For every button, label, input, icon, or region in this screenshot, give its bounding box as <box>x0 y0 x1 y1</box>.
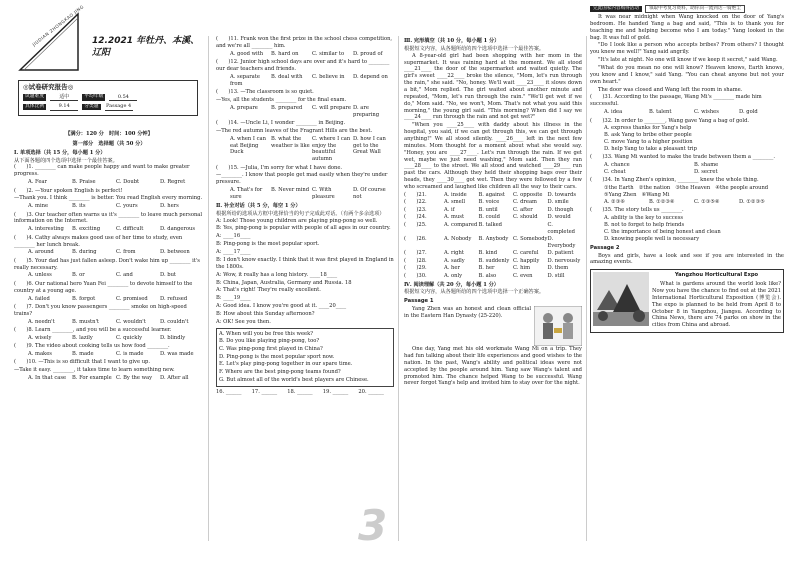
option: D. knowing people well is necessary <box>604 235 700 242</box>
option: A. around <box>28 249 54 256</box>
exam-info: 【满分：120 分 时间：100 分钟】 <box>65 131 153 137</box>
option: C. even <box>513 272 533 279</box>
section-instruction: 根据短文内容，从各题所给的四个选项中选择一个最佳答案。 <box>404 45 545 52</box>
option: A. good with <box>230 50 264 57</box>
option: B. exciting <box>72 226 101 233</box>
question-list <box>216 36 394 201</box>
question-text: —Take it easy. ________, it takes time to learn something new. <box>14 367 175 374</box>
option: C. wouldn't <box>116 318 146 325</box>
column-divider <box>208 36 209 541</box>
answer-blank: 20. ______ <box>358 389 384 396</box>
option: C. dream <box>513 199 537 206</box>
question-number: ( )28. <box>404 257 427 264</box>
question-options <box>14 319 204 326</box>
section-instruction: 根据所给的选项从方框中选择恰当的句子完成此对话。（有两个多余选项） <box>216 210 385 217</box>
answer-blanks <box>216 389 394 396</box>
option: C. promised <box>116 295 148 302</box>
option-sentence: D. Ping-pong is the most popular sport now. <box>219 353 335 360</box>
dialogue-line: B: ____19____ <box>216 295 251 302</box>
option: A. compared <box>444 221 478 228</box>
option: D. help Yang to take a pleasant trip <box>604 145 697 152</box>
column-4 <box>590 14 784 561</box>
question-list <box>14 164 204 382</box>
question-options <box>590 109 784 116</box>
question-options <box>216 136 394 163</box>
option: B. lazily <box>72 334 93 341</box>
option: C. quickly <box>116 334 143 341</box>
option: D. towards <box>547 191 576 198</box>
dialogue-line: A: ____17____ <box>216 249 251 256</box>
section-title: Ⅳ. 阅读理解（共 20 分，每小题 1 分） <box>404 281 499 288</box>
option: D. blindly <box>160 334 186 341</box>
report-row <box>23 94 193 102</box>
question-text: ( )4. Cathy always makes good use of her time to study, even ________ her lunch break. <box>14 234 183 248</box>
cloze-row <box>404 265 582 272</box>
question-number: ( )21. <box>404 191 427 198</box>
option: C. ①③⑤⑥ <box>694 198 720 205</box>
question-options <box>590 185 784 206</box>
option: C. and <box>116 272 133 279</box>
option: B. Never mind <box>271 187 310 194</box>
option-sentence: G. But almost all of the world's best players are Chinese. <box>219 376 369 383</box>
cloze-passage <box>404 53 582 191</box>
option: C. will prepare <box>312 104 351 111</box>
dialogue-line: B: Ping-pong is the most popular sport. <box>216 241 320 248</box>
option: C. With pleasure <box>312 187 335 201</box>
option: B. made <box>72 351 94 358</box>
passage-continuation <box>590 14 784 93</box>
question-options <box>14 203 204 210</box>
option: B. kind <box>478 250 498 257</box>
question-number: ( )30. <box>404 272 427 279</box>
section-title: Ⅲ. 完形填空（共 10 分，每小题 1 分） <box>404 38 500 44</box>
option-sentence: A. When will you be free this week? <box>219 330 314 337</box>
question-text: ( )1. ________ can make people happy and want to make greater progress. <box>14 164 190 178</box>
options-box <box>216 328 394 388</box>
option <box>513 222 548 236</box>
question-text: ( )6. Our national hero Yuan Fei ________ to devote himself to the country at a young age. <box>14 280 193 294</box>
option: A. prepare <box>230 104 258 111</box>
option: B. For example <box>72 375 112 382</box>
option: C. after <box>513 206 533 213</box>
option: A. mine <box>28 203 49 210</box>
question-number: ( )26. <box>404 236 427 243</box>
option: D. hers <box>160 203 179 210</box>
option: A. express thanks for Yang's help <box>604 125 692 132</box>
question-number: ( )22. <box>404 199 427 206</box>
option: C. the importance of being honest and clean <box>604 228 721 235</box>
question-text: ( )12. Junior high school days are over and it's hard to ________ our dear teachers and friends. <box>216 59 390 72</box>
option: A. right <box>444 250 464 257</box>
option: D. patient <box>547 250 574 257</box>
option: A. smell <box>444 199 466 206</box>
option: D. refused <box>160 295 188 302</box>
option: A. inside <box>444 191 467 198</box>
dialogue <box>216 218 394 326</box>
option: ①the Earth ②the nation ③the Heaven ④the people around ⑤Yang Zhen ⑥Wang Mi <box>604 185 774 199</box>
cloze-row <box>404 199 582 206</box>
paragraph: It was near midnight when Wang knocked on the door of Yang's bedroom. He handed Yang a bag and said, "This is to thank you for teaching me and helping become who I am today." Yang looked in the bag. It was full of gold. <box>590 14 784 41</box>
option: D. depend on <box>353 73 388 80</box>
option-sentence: B. Do you like playing ping-pong, too? <box>219 338 320 345</box>
question-text: ( )5. Your dad has just fallen asleep. Don't wake him up ________ it's really necessary. <box>14 257 200 271</box>
option: D. After all <box>160 375 189 382</box>
report-value: 适中 <box>50 94 78 102</box>
option: B. could <box>478 214 500 221</box>
option: B. her <box>478 265 495 272</box>
option: D. Everybody <box>547 236 576 249</box>
option: C. By the way <box>116 375 153 382</box>
option: A. if <box>444 206 455 213</box>
question-text: ( )33. Wang Mi wanted to make the trade between them a ________. <box>590 154 776 161</box>
option-sentence: E. Let's play ping-pong together in our spare time. <box>219 361 353 368</box>
option: B. talked <box>478 221 502 228</box>
option: A. when I can eat Beijing Duck <box>230 135 266 156</box>
dialogue-line: A: Good idea. I know you're good at it. ____20____ <box>216 303 347 310</box>
option: A. makes <box>28 351 52 358</box>
option: D. smile <box>547 199 569 206</box>
option: B. until <box>478 206 498 213</box>
question-text: —________. I know that people get mad easily when they're under pressure. <box>216 172 388 186</box>
question-text: ( )10. —This is so difficult that I want to give up. <box>14 359 151 366</box>
option: C. completed <box>547 221 575 235</box>
option: A. only <box>444 272 463 279</box>
option: B. what the weather is like <box>271 135 310 149</box>
option: A. chance <box>604 162 630 169</box>
cloze-row <box>404 236 582 250</box>
dialogue-line: A: ____16____ <box>216 233 251 240</box>
cloze-row <box>404 258 582 265</box>
question-options <box>14 296 204 303</box>
question-number: ( )27. <box>404 250 427 257</box>
question-options <box>590 162 784 176</box>
option: D. between <box>160 249 190 256</box>
option: A. Fear <box>28 179 48 186</box>
option: C. from <box>116 249 136 256</box>
report-label: 试题难度 <box>25 94 45 100</box>
option: B. talent <box>649 109 672 116</box>
question-text: ( )15. —Julia, I'm sorry for what I have done. <box>216 164 343 171</box>
dialogue-line: A: Look! Those young children are playing ping-pong so well. <box>216 217 378 224</box>
cloze-row <box>404 250 582 257</box>
passage-1-intro <box>404 306 582 346</box>
answer-blank: 18. ______ <box>287 389 313 396</box>
unit-title: 12.2021 年牡丹、本溪、辽阳 <box>92 36 200 58</box>
option: B. during <box>72 249 97 256</box>
option: B. Praise <box>72 179 96 186</box>
question-text: ( )11. Frank won the first prize in the school chess competition, and we're all ________ him. <box>216 36 393 49</box>
dialogue-line: B: I don't know exactly. I think that it was first played in England in the 1800s. <box>216 256 394 270</box>
expo-text: What is gardens around the world look like? Now you have the chance to find out at the 2021 International Horticultural Exposition (博览会). The expo is planned to be held from April 8 to October 8 in Yangzhou, Jiangsu. According to China News, there are 74 parks on show in the cities from China and abroad. <box>652 281 781 329</box>
question-options <box>216 74 394 88</box>
report-value: 9.14 <box>50 103 78 111</box>
question-options <box>216 105 394 119</box>
option: D. Regret <box>160 179 186 186</box>
question-text: ( )8. Learn ________, and you will be a successful learner. <box>14 326 172 333</box>
cloze-row <box>404 192 582 199</box>
question-number: ( )29. <box>404 265 427 272</box>
option: B. not to forget to help friends <box>604 222 685 229</box>
option: D. ①②③⑤ <box>739 198 765 205</box>
option: D. but <box>160 272 177 279</box>
brand-text: JIUDIAN ZHONGKAO JING <box>32 4 86 48</box>
option: C. yours <box>116 203 138 210</box>
option: A. unless <box>28 272 52 279</box>
option: D. still <box>547 272 565 279</box>
option: C. opposite <box>513 191 543 198</box>
question-text: ( )9. The video about cooking tells us how food ________. <box>14 343 170 350</box>
option: A. wisely <box>28 334 52 341</box>
section-title: Ⅱ. 补全对话（共 5 分，每空 1 分） <box>216 202 301 209</box>
answer-blank: 19. ______ <box>322 389 349 396</box>
option: C. believe in <box>312 73 345 80</box>
option: B. forgot <box>72 295 96 302</box>
option: C. him <box>513 265 531 272</box>
question-text: —Thank you. I think ________ is better. You read English every morning. <box>14 195 203 202</box>
column-1 <box>14 0 204 561</box>
dialogue-line: B: Yes, ping-pong is popular with people of all ages in our country. <box>216 225 391 232</box>
paragraph: "Do I look like a person who accepts bribes? From others? I thought you knew me well!" Yang said angrily. <box>590 42 784 56</box>
option: B. prepared <box>271 104 303 111</box>
question-text: ( )35. The story tells us ________. <box>590 207 684 214</box>
section-instruction: 从下面各题的四个选项中选择一个最佳答案。 <box>14 157 118 164</box>
option: C. should <box>513 214 538 221</box>
option: D. are preparing <box>353 104 380 118</box>
option: A. In that case <box>28 375 67 382</box>
option: D. couldn't <box>160 318 189 325</box>
option: A. her <box>444 265 460 272</box>
option: A. ability is the key to success <box>604 215 684 222</box>
dialogue-line: A: OK! See you then. <box>216 318 271 325</box>
report-label: 具体比例 <box>25 103 45 109</box>
report-label: 分类题 <box>84 103 99 109</box>
dialogue-line: B: China, Japan, Australia, Germany and Russia. 18 <box>216 279 352 286</box>
paragraph: "When you ____25____ with daddy about his illness in the hospital, you said, if we can get through this, we can get through anything!" We all stood silently. ____26____ left in the next few minutes. Mom thought for a moment about what she would say. "Honey, you are ____27____. Let's run through the rain. If we get wet, maybe we just need washing," Mom said. Then they ran ____28____ to the street. We all stood and watched ____29____ run past the cars. Although they held their shopping bags over their heads, they ____30____ got wet. Then they were followed by a few who screamed and laughed like children all the way to their cars. <box>404 122 582 191</box>
expo-card <box>590 269 784 333</box>
answer-blank: 17. ______ <box>251 389 278 396</box>
option: B. also <box>478 272 497 279</box>
option: B. or <box>72 272 85 279</box>
option: C. move Yang to a higher position <box>604 139 693 146</box>
cloze-row <box>404 214 582 221</box>
question-options <box>14 226 204 233</box>
expo-title: Yangzhou Horticultural Expo <box>674 272 759 279</box>
question-options <box>14 351 204 358</box>
top-banner <box>590 5 788 13</box>
paragraph: "What do you mean no one will know? Heaven knows, Earth knows, you know and I know," said Yang. "You can cheat anyone but not your own heart." <box>590 65 784 85</box>
dialogue-line: A: Wow, it really has a long history. ____18____ <box>216 271 338 278</box>
column-divider <box>586 36 587 541</box>
question-options <box>590 215 784 242</box>
cloze-row <box>404 273 582 280</box>
section-title: Ⅰ. 单项选择（共 15 分，每小题 1 分） <box>14 149 106 156</box>
question-options <box>216 51 394 58</box>
question-options <box>14 179 204 186</box>
option: C. is made <box>116 351 144 358</box>
question-options <box>14 375 204 382</box>
column-divider <box>398 36 399 541</box>
cloze-row <box>404 207 582 214</box>
option: A. idea <box>604 109 623 116</box>
option: D. dangerous <box>160 226 196 233</box>
option: D. nervously <box>547 257 581 264</box>
option: A. failed <box>28 295 50 302</box>
option: D. would <box>547 214 571 221</box>
part-title: 第一部分 选择题（共 50 分） <box>72 140 146 147</box>
answer-blank: 16. ______ <box>216 389 242 396</box>
column-2 <box>216 36 394 561</box>
question-options <box>216 187 394 201</box>
option: B. hard on <box>271 50 299 57</box>
option: A. interesting <box>28 226 64 233</box>
option: D. Of course not <box>353 187 386 201</box>
banner-label-1: 完此国家内容购得活动 <box>590 6 642 12</box>
option: D. secret <box>694 169 718 176</box>
option: B. mustn't <box>72 318 99 325</box>
question-list <box>590 94 784 242</box>
option: B. deal with <box>271 73 303 80</box>
column-3 <box>404 36 582 561</box>
banner-label-2: 领取中考复习资料，助你向一流到达一骑绝尘 <box>645 5 745 13</box>
question-text: —The red autumn leaves of the Fragrant Hills are the best. <box>216 127 373 134</box>
question-options <box>14 249 204 256</box>
question-text: ( )7. Don't you know passengers ________ smoke on high-speed trains? <box>14 303 187 317</box>
option: A. separate from <box>230 73 260 87</box>
question-text: ( )32. In order to ________, Wang gave Yang a bag of gold. <box>590 117 750 124</box>
option: C. Doubt <box>116 179 140 186</box>
question-number: ( )24. <box>404 214 427 221</box>
option: A. Nobody <box>444 236 472 243</box>
option: A. That's for sure <box>230 187 263 201</box>
report-value: Passage 4 <box>106 103 132 110</box>
option: B. ①②③⑥ <box>649 198 675 205</box>
option: B. suddenly <box>478 257 510 264</box>
option: B. against <box>478 191 505 198</box>
option: D. them <box>547 265 569 272</box>
option: C. cheat <box>604 169 626 176</box>
option: D. though <box>547 206 574 213</box>
section-instruction: 根据短文内容，从各题所给的四个选项中选择一个正确答案。 <box>404 289 545 296</box>
question-number: ( )25. <box>404 221 427 228</box>
option: D. how I can get to the Great Wall <box>353 135 386 156</box>
passage-title: Passage 2 <box>590 244 620 251</box>
option: B. shame <box>694 162 719 169</box>
option: C. Somebody <box>513 236 548 243</box>
question-options <box>14 335 204 342</box>
question-options <box>590 125 784 152</box>
question-text: ( )31. According to the passage, Wang Mi's ________ made him successful. <box>590 94 762 108</box>
report-box <box>18 80 198 116</box>
option: C. difficult <box>116 226 144 233</box>
option-sentence: C. Was ping-pong first played in China? <box>219 345 323 352</box>
question-number: ( )23. <box>404 206 427 213</box>
option: D. proud of <box>353 50 383 57</box>
illustration-icon <box>534 306 582 346</box>
column-1-body <box>14 128 204 384</box>
garden-photo-icon <box>593 272 649 326</box>
report-value: 0.54 <box>109 94 137 102</box>
dialogue-line: A: That's right! They're really excellent. <box>216 287 321 294</box>
expo-info <box>652 272 781 330</box>
question-text: ( )2. —Your spoken English is perfect! <box>14 187 123 194</box>
option: C. where I can enjoy the beautiful autumn <box>312 135 351 163</box>
option: B. voice <box>478 199 500 206</box>
option: B. ask Yang to bribe other people <box>604 132 692 139</box>
option: D. gold <box>739 109 758 116</box>
header <box>14 0 204 110</box>
option: A. ②③⑥ <box>604 198 625 205</box>
paragraph: One day, Yang met his old workmate Wang Mi on a trip. They had fun talking about their life experiences and good wishes to the nation. In the past, Wang's ability and political ideas were not accepted by the people around him. Yang saw Wang's talent and promoted him. The chance helped Wang to be successful. Wang never forgot Yang's help and invited him to stay over for the night. <box>404 346 582 387</box>
question-text: ( )34. In Yang Zhen's opinion, ________ knew the whole thing. <box>590 177 759 184</box>
option: C. similar to <box>312 50 345 57</box>
passage-text <box>404 306 531 346</box>
passage-title: Passage 1 <box>404 298 434 305</box>
cloze-options <box>404 192 582 280</box>
option: C. careful <box>513 250 539 257</box>
option: C. wishes <box>694 109 719 116</box>
option: C. happily <box>513 257 540 264</box>
page-mark: 3 <box>358 501 388 550</box>
question-text: ( )13. —The classroom is so quiet. <box>216 89 314 96</box>
question-text: —Yes, all the students ________ for the final exam. <box>216 96 347 103</box>
paragraph: "It's late at night. No one will know if we keep it secret," said Wang. <box>598 57 778 64</box>
option: A. needn't <box>28 318 55 325</box>
question-text: ( )3. Our teacher often warns us it's ________ to leave much personal information on the Internet. <box>14 211 203 225</box>
paragraph: Yang Zhen was an honest and clean official in the Eastern Han Dynasty (25-220). <box>404 306 531 319</box>
report-label: 平均年级 <box>84 94 104 100</box>
question-text: ( )14. —Uncle Li, I wonder ________ in Beijing. <box>216 119 346 126</box>
cloze-row <box>404 222 582 236</box>
question-options <box>14 272 204 279</box>
option: D. was made <box>160 351 194 358</box>
paragraph: Boys and girls, have a look and see if you are interested in the amazing events. <box>590 252 784 266</box>
paragraph: The door was closed and Wang left the room in shame. <box>598 86 743 93</box>
report-title: ◎试卷研究报告◎ <box>23 83 74 91</box>
option: B. Anybody <box>478 236 509 243</box>
report-row <box>23 103 193 111</box>
option-sentence: F. Where are the best ping-pong teams found? <box>219 368 341 375</box>
paragraph: A 8-year-old girl had been shopping with her mom in the supermarket. It was raining hard at the moment. We all stood ____21____ the door of the supermarket and waited quietly. The girl's sweet ____22____ broke the silence, "Mom, let's run through the rain," she said. "No, honey. We'll wait ____23____ it slows down a bit," Mom replied. The girl waited about another minute and repeated, "Mom, let's run through the rain." "We'll get wet if we do," Mom said. "No, we won't, Mom. That's not what you said this morning," the young girl said. "This morning? When did I say we ____24____ run through the rain and not get wet?" <box>404 52 582 121</box>
option: B. its <box>72 203 86 210</box>
dialogue-line: B: How about this Sunday afternoon? <box>216 310 315 317</box>
option: A. must <box>444 214 465 221</box>
option: A. sadly <box>444 257 465 264</box>
